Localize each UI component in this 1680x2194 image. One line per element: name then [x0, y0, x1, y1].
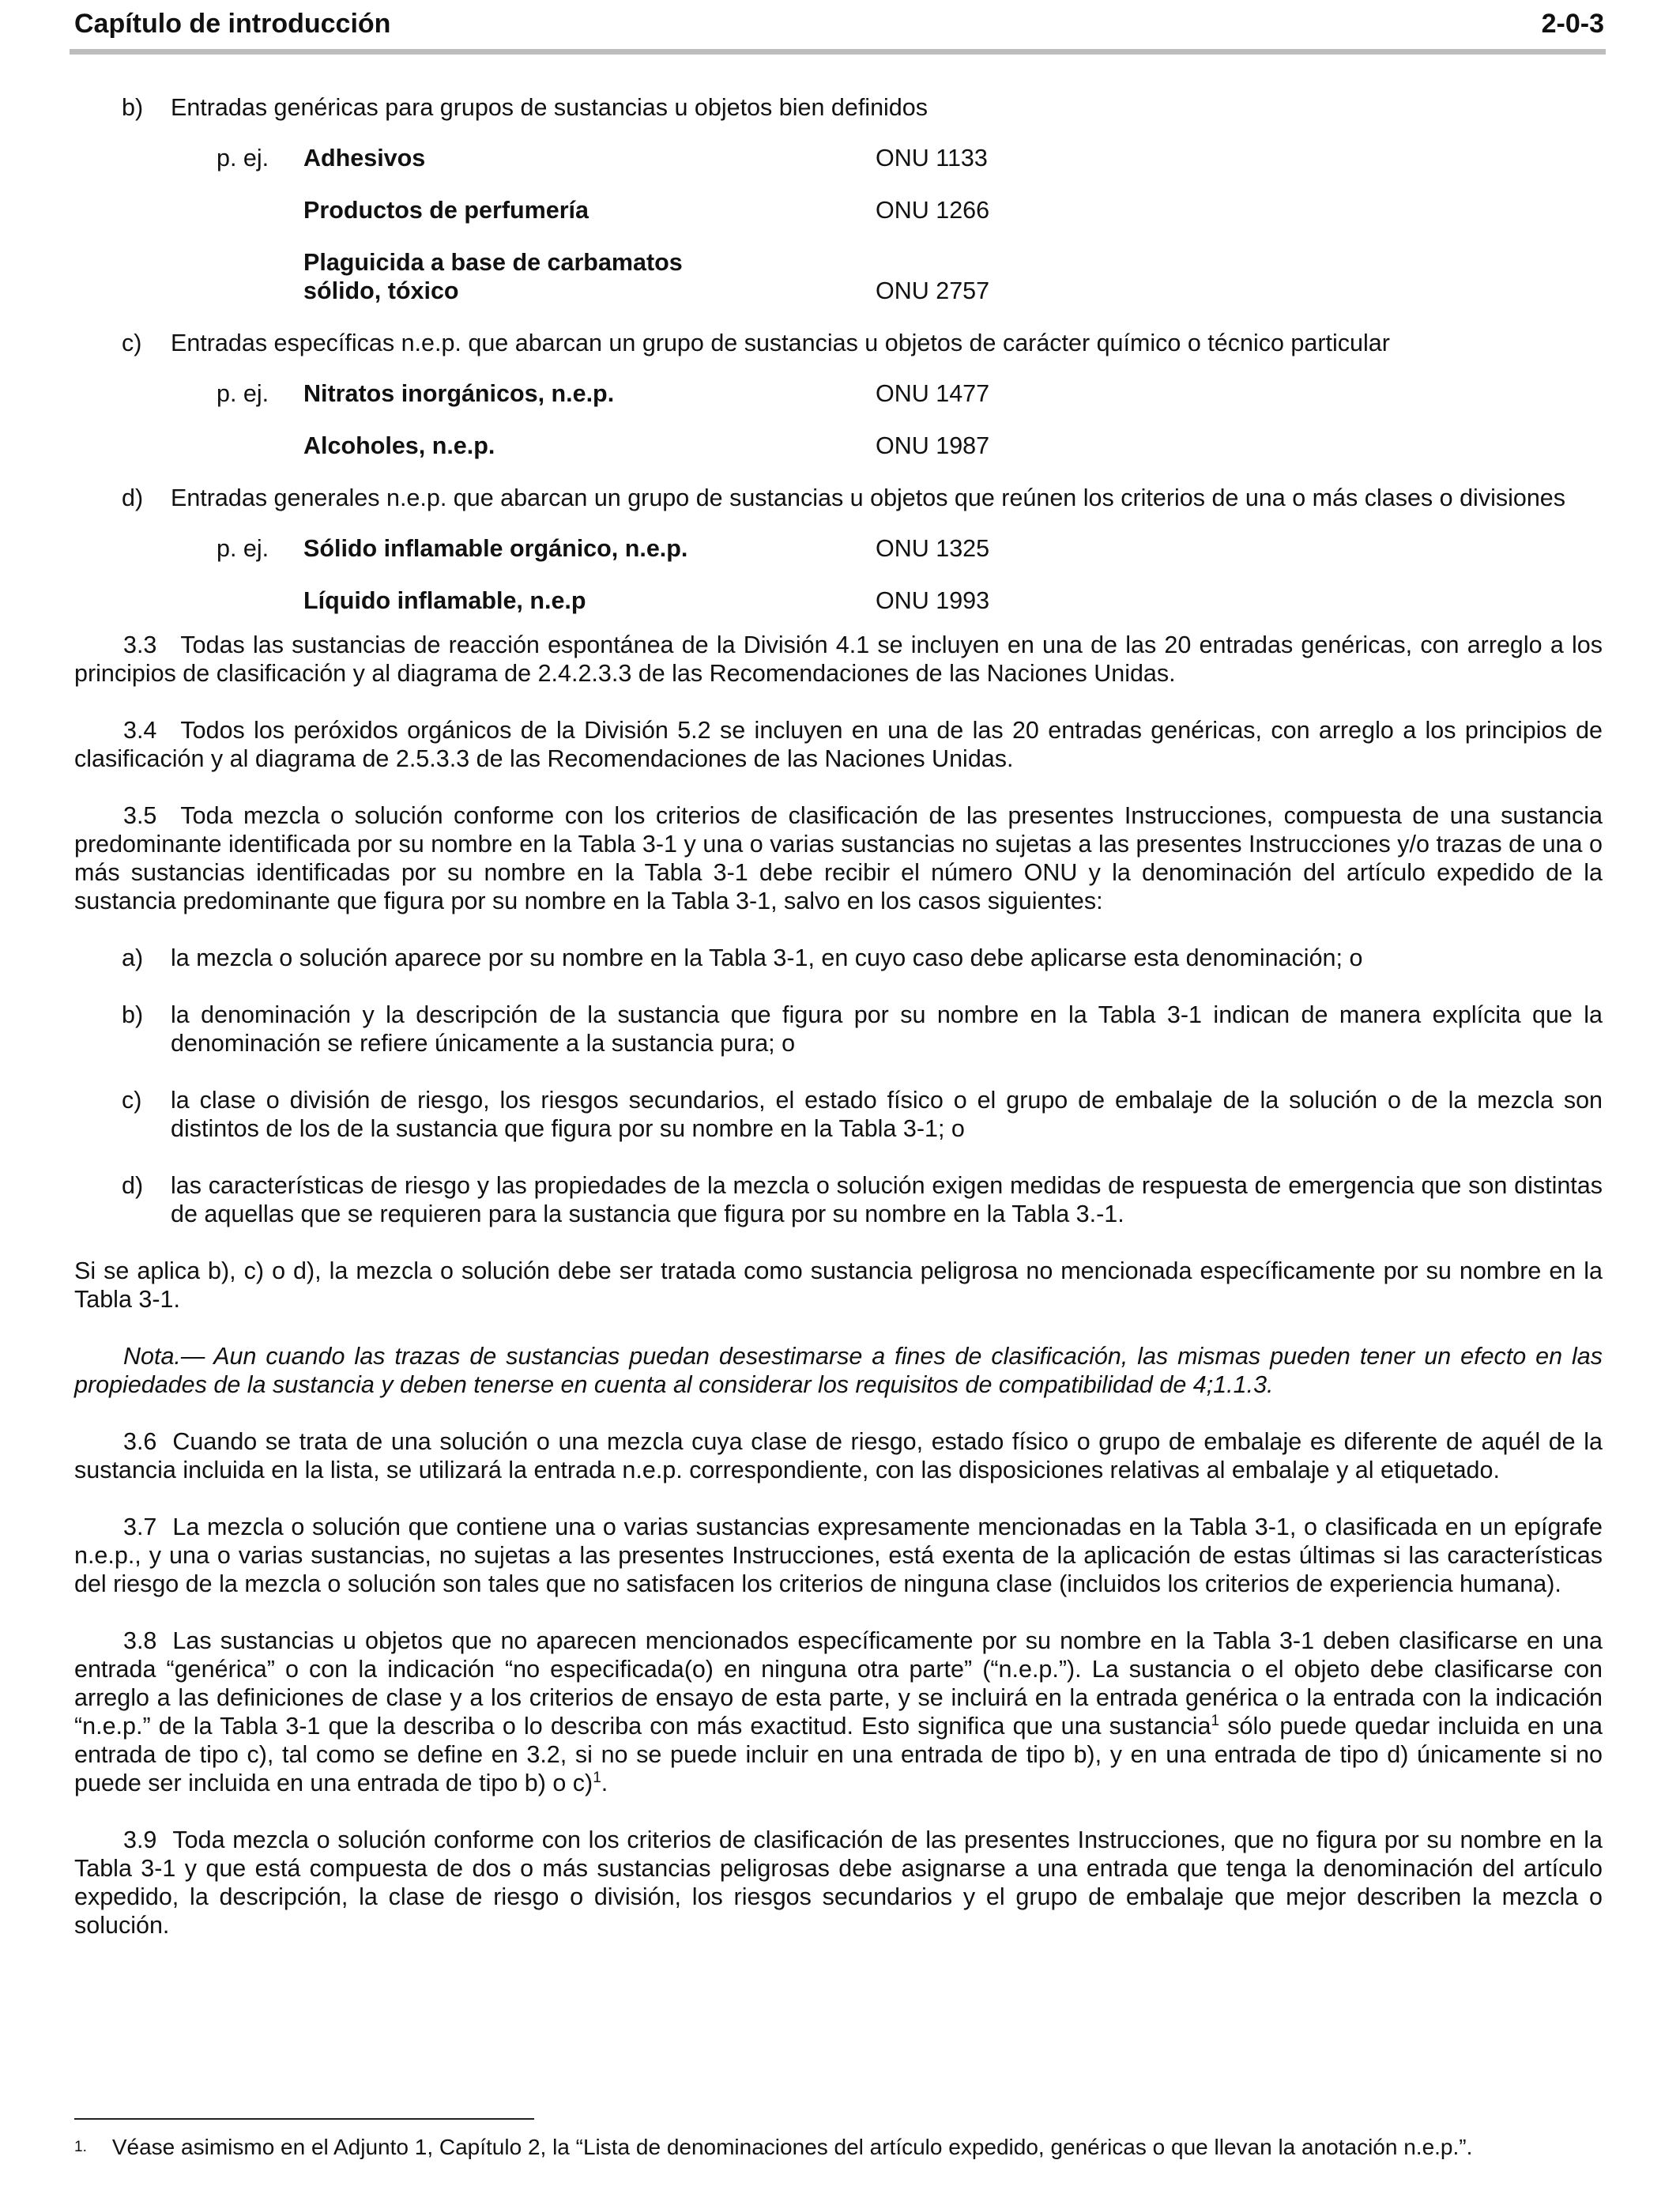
example-row: p. ej. Sólido inflamable orgánico, n.e.p. ONU 1325 — [217, 535, 990, 562]
un-number: ONU 1987 — [876, 432, 990, 459]
list-item-d — [74, 484, 1603, 512]
list-text: Entradas genéricas para grupos de sustancias u objetos bien definidos — [171, 94, 928, 121]
footnote-text: Véase asimismo en el Adjunto 1, Capítulo 2, la “Lista de denominaciones del artículo expedido, genéricas o que llevan la anotación n.e.p.”. — [111, 2135, 1473, 2159]
paragraph-number: 3.6 — [123, 1428, 157, 1455]
example-name: Alcoholes, n.e.p. — [303, 432, 495, 459]
list-label: d) — [122, 484, 144, 511]
un-number: ONU 1325 — [876, 535, 990, 562]
un-number: ONU 1993 — [876, 587, 990, 614]
un-number: ONU 2757 — [876, 277, 990, 304]
list-item-c — [74, 329, 1603, 357]
main-content — [74, 93, 1603, 1968]
example-row — [74, 248, 1603, 305]
un-number: ONU 1266 — [876, 197, 990, 224]
list-text: Entradas específicas n.e.p. que abarcan un grupo de sustancias u objetos de carácter químico o técnico particular — [171, 330, 1390, 356]
chapter-title: Capítulo de introducción — [74, 9, 391, 39]
example-name: Líquido inflamable, n.e.p — [303, 587, 586, 614]
list-label: c) — [122, 330, 142, 356]
example-row: p. ej. Nitratos inorgánicos, n.e.p. ONU 1477 — [217, 380, 990, 407]
un-number: ONU 1477 — [876, 380, 990, 407]
footnote-ref: 1 — [1211, 1712, 1220, 1729]
list-item-b: b) la denominación y la descripción de la sustancia que figura por su nombre en la Tabla 3-1 indican de manera explícita que la denominación se refiere únicamente a la sustancia pura; o — [122, 1001, 1603, 1057]
closing-paragraph: Si se aplica b), c) o d), la mezcla o solución debe ser tratada como sustancia peligrosa no mencionada específicamente por su nombre en la Tabla 3-1. — [74, 1257, 1603, 1313]
list-item-c: c) la clase o división de riesgo, los riesgos secundarios, el estado físico o el grupo de embalaje de la solución o de la mezcla son distintos de los de la sustancia que figura por su nombre en la Tabla 3-1; o — [122, 1087, 1603, 1142]
example-row: p. ej. Adhesivos ONU 1133 — [217, 145, 988, 172]
footnote-rule — [74, 2118, 534, 2120]
paragraph-3-6: 3.6 Cuando se trata de una solución o una mezcla cuya clase de riesgo, estado físico o grupo de embalaje es diferente de aquél de la sustancia incluida en la lista, se utilizará la entrada n.e.p. correspondiente, con las disposiciones relativas al embalaje y al etiquetado. — [74, 1428, 1603, 1483]
note-lead: Nota.— — [123, 1343, 205, 1370]
paragraph-number: 3.9 — [123, 1826, 157, 1853]
page-number: 2-0-3 — [1541, 9, 1604, 39]
list-label: b) — [122, 94, 144, 121]
paragraph-3-5: 3.5 Toda mezcla o solución conforme con los criterios de clasificación de las presentes Instrucciones, compuesta de una sustancia predominante identificada por su nombre en la Tabla 3-1 y una o varias sustancias no sujetas a las presentes Instrucciones y/o trazas de una o más sustancias identificadas por su nombre en la Tabla 3-1 debe recibir el número ONU y la denominación del artículo expedido de la sustancia predominante que figura por su nombre en la Tabla 3-1, salvo en los casos siguientes: — [74, 802, 1603, 914]
paragraph-number: 3.7 — [123, 1514, 157, 1540]
paragraph-number: 3.5 — [123, 802, 157, 829]
list-item-b — [74, 93, 1603, 122]
list-item-d: d) las características de riesgo y las propiedades de la mezcla o solución exigen medidas de respuesta de emergencia que son distintas de aquellas que se requieren para la sustancia que figura por su nombre en la Tabla 3.-1. — [122, 1172, 1603, 1227]
un-number: ONU 1133 — [876, 145, 988, 172]
paragraph-3-7: 3.7 La mezcla o solución que contiene una o varias sustancias expresamente mencionadas en la Tabla 3-1, o clasificada en un epígrafe n.e.p., y una o varias sustancias, no sujetas a las presentes Instrucciones, está exenta de la aplicación de estas últimas si las características del riesgo de la mezcla o solución son tales que no satisfacen los criterios de ninguna clase (incluidos los criterios de experiencia humana). — [74, 1514, 1603, 1597]
example-name: Productos de perfumería — [303, 197, 589, 224]
paragraph-3-8: 3.8 Las sustancias u objetos que no aparecen mencionados específicamente por su nombre en la Tabla 3-1 deben clasificarse en una entrada “genérica” o con la indicación “no especificada(o) en ninguna otra parte” (“n.e.p.”). La sustancia o el objeto debe clasificarse con arreglo a las definiciones de clase y a los criterios de ensayo de esta parte, y se incluirá en la entrada genérica o la entrada con la indicación “n.e.p.” de la Tabla 3-1 que la describa o lo describa con más exactitud. Esto significa que una sustancia$^1$ sólo puede quedar incluida en una entrada de tipo c), tal como se define en 3.2, si no se puede incluir en una entrada de tipo b), y en una entrada de tipo d) únicamente si no puede ser incluida en una entrada de tipo b) o c)$^1$. — [74, 1627, 1603, 1796]
example-name: Plaguicida a base de carbamatos sólido, tóxico — [303, 249, 683, 304]
list-text: Entradas generales n.e.p. que abarcan un grupo de sustancias u objetos que reúnen los criterios de una o más clases o divisiones — [171, 484, 1566, 511]
paragraph-number: 3.3 — [123, 631, 157, 658]
list-item-a: a) la mezcla o solución aparece por su nombre en la Tabla 3-1, en cuyo caso debe aplicarse esta denominación; o — [122, 944, 1363, 971]
note-paragraph: Nota.— Aun cuando las trazas de sustancias puedan desestimarse a fines de clasificación, las mismas pueden tener un efecto en las propiedades de la sustancia y deben tenerse en cuenta al considerar los requisitos de compatibilidad de 4;1.1.3. — [74, 1343, 1603, 1398]
example-row — [74, 586, 1603, 615]
example-name: Nitratos inorgánicos, n.e.p. — [303, 380, 615, 407]
paragraph-number: 3.4 — [123, 717, 157, 744]
page-header — [74, 3, 1604, 44]
footnote-mark: 1. — [74, 2139, 87, 2155]
example-name: Adhesivos — [303, 145, 426, 172]
paragraph-3-9: 3.9 Toda mezcla o solución conforme con los criterios de clasificación de las presentes Instrucciones, que no figura por su nombre en la Tabla 3-1 y que está compuesta de dos o más sustancias peligrosas debe asignarse a una entrada que tenga la denominación del artículo expedido, la descripción, la clase de riesgo o división, los riesgos secundarios y el grupo de embalaje que mejor describen la mezcla o solución. — [74, 1826, 1603, 1939]
paragraph-number: 3.8 — [123, 1627, 157, 1654]
header-rule — [70, 49, 1606, 55]
example-row — [74, 432, 1603, 460]
example-row — [74, 196, 1603, 224]
footnote-ref: 1 — [593, 1769, 601, 1786]
paragraph-3-3: 3.3 Todas las sustancias de reacción espontánea de la División 4.1 se incluyen en una de las 20 entradas genéricas, con arreglo a los principios de clasificación y al diagrama de 2.4.2.3.3 de las Recomendaciones de las Naciones Unidas. — [74, 631, 1603, 687]
paragraph-3-4: 3.4 Todos los peróxidos orgánicos de la División 5.2 se incluyen en una de las 20 entradas genéricas, con arreglo a los principios de clasificación y al diagrama de 2.5.3.3 de las Recomendaciones de las Naciones Unidas. — [74, 717, 1603, 772]
footnote — [74, 2134, 1603, 2161]
example-name: Sólido inflamable orgánico, n.e.p. — [303, 535, 688, 562]
